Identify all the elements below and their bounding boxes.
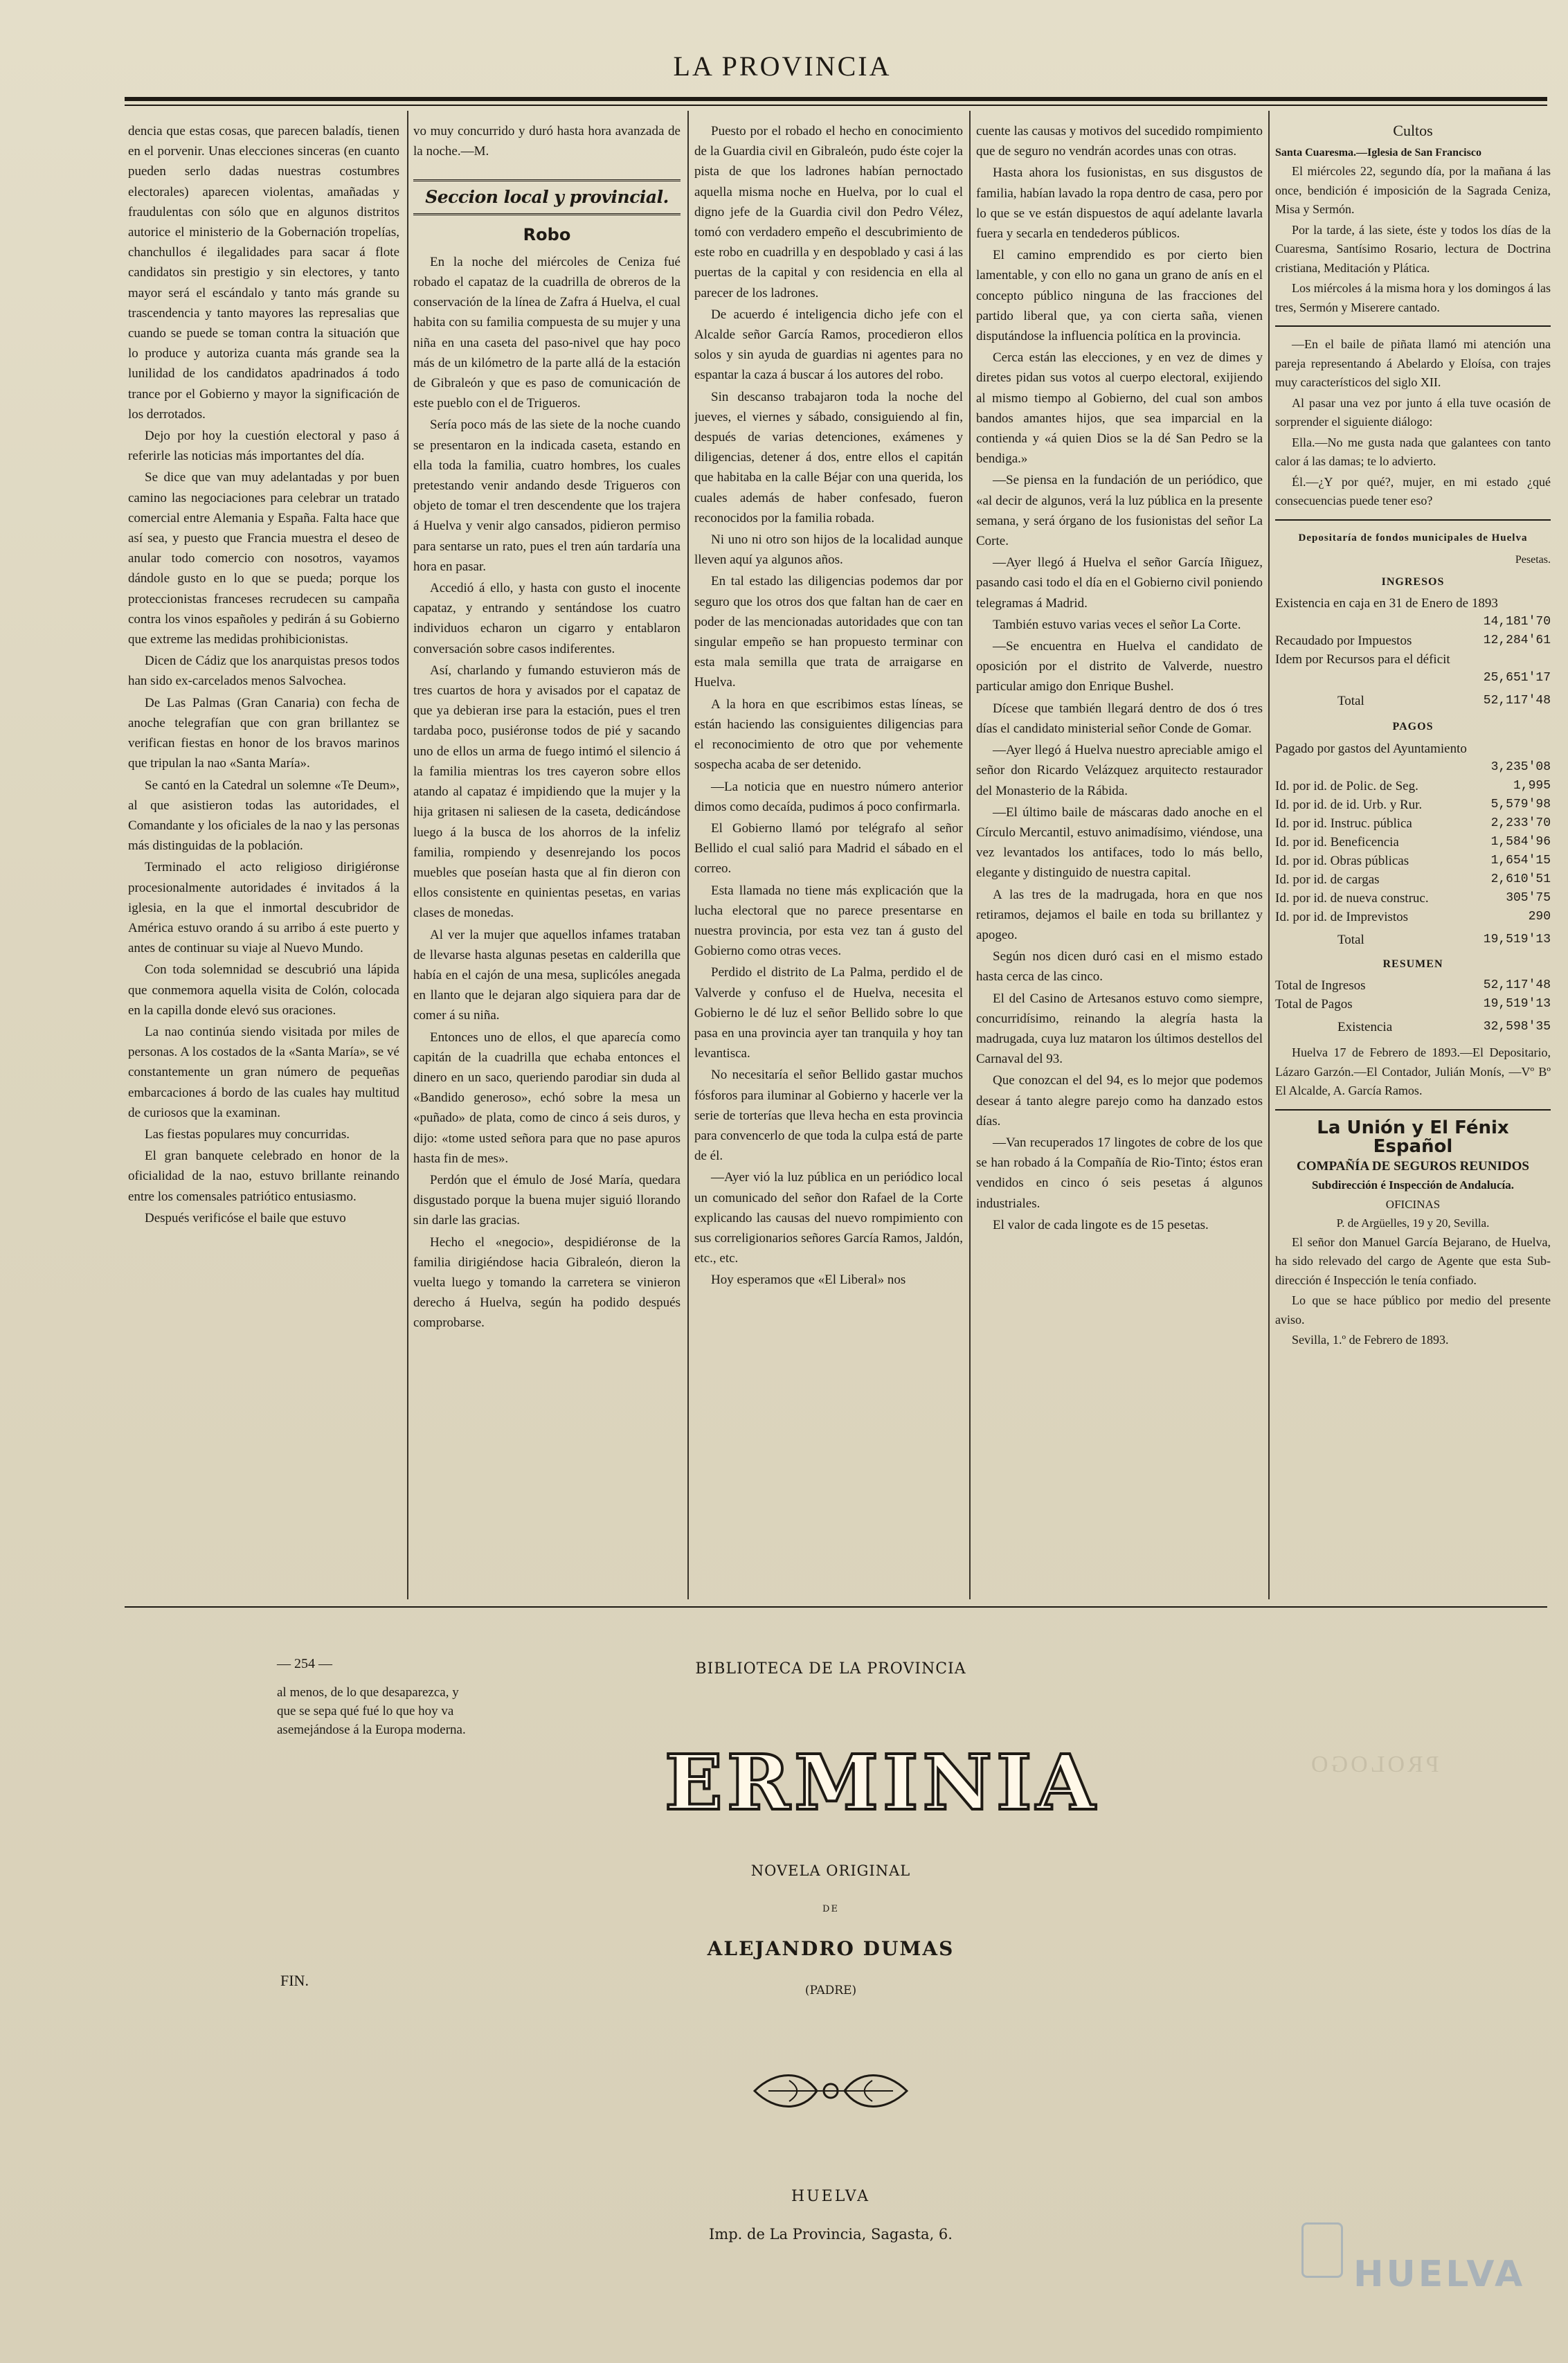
depositaria-heading: Depositaría de fondos municipales de Huelva <box>1298 532 1528 543</box>
ad-title: La Unión y El Fénix Español <box>1317 1117 1509 1157</box>
printer-line: Imp. de La Provincia, Sagasta, 6. <box>709 2226 953 2243</box>
table-row <box>1275 870 1551 889</box>
paragraph: vo muy concurrido y duró hasta hora avanzada de la noche.—M. <box>413 124 681 159</box>
paragraph: Sevilla, 1.º de Febrero de 1893. <box>1292 1333 1449 1347</box>
paragraph: La nao continúa siendo visitada por miles de personas. A los costados de la «Santa María», se vé constantemente un gran número de pequeñas embarcaciones á bordo de las cuales hay multitud de curiosos que la examinan. <box>128 1024 399 1120</box>
table-row <box>1275 976 1551 995</box>
row-label: Recaudado por Impuestos <box>1275 634 1412 648</box>
table-row <box>1275 650 1551 669</box>
column-divider <box>969 111 971 1599</box>
cultos-heading: Cultos <box>1393 122 1433 139</box>
pagos-heading: PAGOS <box>1392 721 1434 733</box>
table-row <box>1275 758 1551 777</box>
row-value: 1,584'96 <box>1490 834 1551 849</box>
total-row <box>1275 692 1551 710</box>
paragraph: Ni uno ni otro son hijos de la localidad aunque lleven aquí ya algunos años. <box>694 532 963 568</box>
row-value: 290 <box>1528 909 1551 924</box>
paragraph: Lo que se hace público por medio del presente aviso. <box>1275 1293 1551 1327</box>
signature-block: Huelva 17 de Febrero de 1893.—El Depositario, Lázaro Garzón.—El Contador, Julián Monís, —Vº Bº El Alcalde, A. García Ramos. <box>1275 1045 1551 1097</box>
column-4 <box>976 121 1263 1596</box>
bleed-through-text: PROLOGO <box>1308 1752 1439 1777</box>
paragraph: —Ayer llegó á Huelva nuestro apreciable amigo el señor don Ricardo Velázquez arquitecto restaurador del Monasterio de la Rábida. <box>976 743 1263 798</box>
table-row <box>1275 852 1551 870</box>
ad-offices-label: OFICINAS <box>1385 1197 1441 1211</box>
table-row <box>1275 814 1551 833</box>
row-value: 1,995 <box>1513 778 1551 793</box>
paragraph: Al pasar una vez por junto á ella tuve ocasión de sorprender el siguiente diálogo: <box>1275 395 1551 429</box>
table-row <box>1275 796 1551 814</box>
page-number: — 254 — <box>277 1656 332 1671</box>
row-label: Id. por id. Obras públicas <box>1275 853 1409 868</box>
row-value: 3,235'08 <box>1490 760 1551 774</box>
paragraph: El camino emprendido es por cierto bien lamentable, y con ello no gana un grano de anís en el concepto público ninguna de las fracciones del partido liberal que, ya con cierta saña, vienen disputándose la influencia política en la provincia. <box>976 248 1263 344</box>
serial-page-fragment <box>277 1655 471 1739</box>
paragraph: Según nos dicen duró casi en el mismo estado hasta cerca de las cinco. <box>976 949 1263 985</box>
paragraph: —El último baile de máscaras dado anoche en el Círculo Mercantil, estuvo animadísimo, viéndose, una vez levantados los antifaces, todo lo más bello, elegante y distinguido de nuestra capital. <box>976 805 1263 881</box>
paragraph: Así, charlando y fumando estuvieron más de tres cuartos de hora y avisados por el capataz de que ya debieran irse para la estación, pues el tren tardaba poco, pusiéronse todos de pié y sacando uno de ellos un arma de fuego intimó el silencio á la familia mientras los tres cayeron sobre ellos atando al capataz é impidiendo que la mujer y la hija gritasen ni saliesen de la caseta, dedicándose luego á la busca de los ahorros de la infeliz familia, rompiendo y desenrejando los pocos muebles que poseían hasta que al fin dieron con ellos consistente en quinientas pesetas, en varias clases de monedas. <box>413 663 681 921</box>
paragraph: —Se piensa en la fundación de un periódico, que «al decir de algunos, verá la luz pública en la presente semana, y será órgano de los fusionistas del señor La Corte. <box>976 473 1263 549</box>
paragraph: A las tres de la madrugada, hora en que nos retiramos, dejamos el baile en toda su brillantez y apogeo. <box>976 887 1263 942</box>
paragraph: En la noche del miércoles de Ceniza fué robado el capataz de la cuadrilla de obreros de la conservación de la línea de Zafra á Huelva, el cual habita con su familia compuesta de su mujer y una niña en una caseta del paso-nivel que hay poco más de un kilómetro de la parte allá de la estación de Gibraleón y que es paso de comunicación de este pueblo con el de Trigueros. <box>413 254 681 411</box>
table-row <box>1275 833 1551 852</box>
city-label: HUELVA <box>791 2188 871 2205</box>
row-label: Total de Pagos <box>1275 997 1353 1012</box>
table-row <box>1275 995 1551 1014</box>
row-value: 25,651'17 <box>1483 671 1551 685</box>
paragraph: De Las Palmas (Gran Canaria) con fecha de anoche telegrafían que con gran brillantez se verifican fiestas en honor de los bravos marinos que tripulan la nao «Santa María». <box>128 695 399 771</box>
archive-seal-icon <box>1301 2222 1343 2278</box>
row-value: 14,181'70 <box>1483 615 1551 629</box>
paragraph: Accedió á ello, y hasta con gusto el inocente capataz, y entrando y sentándose los cuatro individuos echaron un cigarro y entablaron conversación sobre casos indiferentes. <box>413 581 681 656</box>
paragraph: Él.—¿Y por qué?, mujer, en mi estado ¿qué consecuencias puede tener eso? <box>1275 474 1551 507</box>
paragraph: dencia que estas cosas, que parecen baladís, tienen en el porvenir. Unas elecciones sinceras (en cuanto pueden serlo dadas nuestras costumbres electorales) aparecen violentas, amañadas y fraudulentas con sólo que en algunos distritos autorice el ministerio de la Gobernación tropelías, chanchullos é ilegalidades para sacar á flote candidatos sin prestigio y sin electores, y tanto mayor será el escándalo y tanto más grande su trascendencia y tanto mayores las represalias que cuando se puede se toman contra la situación que lo produce y autoriza cuanta más grande sea la lunilidad de los candidatos apadrinados á todo trance por el Gobierno y mayor la significación de los derrotados. <box>128 124 399 422</box>
row-label: Id. por id. de id. Urb. y Rur. <box>1275 797 1423 812</box>
table-row <box>1275 908 1551 926</box>
bottom-rule <box>125 1606 1547 1608</box>
paragraph: Hecho el «negocio», despidiéronse de la familia dirigiéndose hacia Gibraleón, dieron la vuelta luego y tomando la carretera se vinieron derecho á Huelva, según ha podido después comprobarse. <box>413 1234 681 1331</box>
paragraph: Hasta ahora los fusionistas, en sus disgustos de familia, habían lavado la ropa dentro de casa, pero por lo que se ve están dispuestos de aquí adelante lavarla fuera y secarla en tendederos públicos. <box>976 165 1263 242</box>
row-label: Total de Ingresos <box>1275 978 1366 993</box>
row-label: Id. por id. de Imprevistos <box>1275 909 1409 924</box>
paragraph: Perdido el distrito de La Palma, perdido el de Valverde y confuso el de Huelva, necesita el Gobierno le dé luz el señor Bellido sobre lo que pasa en una provincia ayer tan tranquila y hoy tan levantisca. <box>694 965 963 1061</box>
paragraph: En tal estado las diligencias podemos dar por seguro que los otros dos que faltan han de caer en poder de las mencionadas autoridades que con tan singular empeño se han propuesto terminar con esta mala semilla que trata de arraigarse en Huelva. <box>694 574 963 690</box>
paragraph: Se cantó en la Catedral un solemne «Te Deum», al que asistieron todas las autoridades, el Comandante y los oficiales de la nao y las personas más distinguidas de la población. <box>128 778 399 854</box>
table-row <box>1275 889 1551 908</box>
paragraph: —Ayer vió la luz pública en un periódico local un comunicado del señor don Rafael de la Corte explicando las causas del nuevo rompimiento con sus correligionarios señores García Ramos, Jaldón, etc., etc. <box>694 1170 963 1266</box>
paragraph: Puesto por el robado el hecho en conocimiento de la Guardia civil en Gibraleón, pudo éste cojer la pista de que los ladrones habían pernoctado aquella misma noche en Huelva, por lo cual el digno jefe de la Guardia civil don Pedro Vélez, tomó con verdadero empeño el descubrimiento de este robo en cuadrilla y en despoblado y casi á las puertas de la capital y con residencia en ella al parecer de los ladrones. <box>694 124 963 300</box>
row-label: Id. por id. de nueva construc. <box>1275 890 1429 906</box>
ad-address: P. de Argüelles, 19 y 20, Sevilla. <box>1336 1216 1490 1230</box>
row-label: Idem por Recursos para el déficit <box>1275 652 1450 667</box>
column-divider <box>1268 111 1270 1599</box>
paragraph: —Ayer llegó á Huelva el señor García Iñiguez, pasando casi todo el día en el Gobierno civil poniendo telegramas á Madrid. <box>976 555 1263 611</box>
row-value: 32,598'35 <box>1483 1020 1551 1034</box>
author-suffix: (PADRE) <box>804 1984 857 1997</box>
column-2 <box>413 121 681 1596</box>
divider <box>1275 1109 1551 1111</box>
masthead-rule-thick <box>125 97 1547 101</box>
novel-title: ERMINIA <box>665 1738 1099 1827</box>
row-label: Total <box>1337 932 1364 947</box>
row-label: Id. por id. Beneficencia <box>1275 834 1399 850</box>
paragraph: —Se encuentra en Huelva el candidato de oposición por el distrito de Valverde, nuestro particular amigo don Enrique Bushel. <box>976 639 1263 694</box>
row-value: 19,519'13 <box>1483 932 1551 946</box>
table-row <box>1275 613 1551 631</box>
paragraph: Cerca están las elecciones, y en vez de dimes y diretes pidan sus votos al cuerpo electoral, exijiendo al mismo tiempo al Gobierno, del cual son ambos bandos amantes hijos, que sea imparcial en la contienda y «á quien Dios se la dé San Pedro se la bendiga.» <box>976 350 1263 467</box>
paragraph: —Van recuperados 17 lingotes de cobre de los que se han robado á la Compañía de Rio-Tinto; éstos eran vendidos en cinco ó seis pesetas á algunos industriales. <box>976 1135 1263 1211</box>
paragraph: No necesitaría el señor Bellido gastar muchos fósforos para iluminar al Gobierno y hacerle ver la serie de torterías que lleva hecha en esta provincia para convencerlo de que toda la culpa está de parte de él. <box>694 1068 963 1164</box>
paragraph: De acuerdo é inteligencia dicho jefe con el Alcalde señor García Ramos, procedieron ellos solos y sin ayuda de guardias ni agentes para no espantar la caza á buscar á los autores del robo. <box>694 307 963 383</box>
row-value: 12,284'61 <box>1483 634 1551 647</box>
paragraph: Después verificóse el baile que estuvo <box>145 1210 346 1225</box>
ornament-icon <box>748 2067 914 2115</box>
pagos-table <box>1275 739 1551 949</box>
table-row <box>1275 739 1551 758</box>
pesetas-label: Pesetas. <box>1515 554 1551 566</box>
table-row <box>1275 631 1551 650</box>
paragraph: El señor don Manuel García Bejarano, de Huelva, ha sido relevado del cargo de Agente que esta Sub-dirección é Inspección le tenía confiado. <box>1275 1234 1551 1287</box>
row-value: 1,654'15 <box>1490 853 1551 868</box>
row-label: Id. por id. de cargas <box>1275 872 1380 887</box>
paragraph: Dicen de Cádiz que los anarquistas presos todos han sido ex-carcelados menos Salvochea. <box>128 654 399 689</box>
column-5 <box>1275 121 1551 1596</box>
library-heading: BIBLIOTECA DE LA PROVINCIA <box>695 1660 966 1678</box>
paragraph: El gran banquete celebrado en honor de la oficialidad de la nao, estuvo brillante reinando entre los comensales patriótico entusiasmo. <box>128 1149 399 1204</box>
paragraph: Las fiestas populares muy concurridas. <box>145 1126 350 1142</box>
paragraph: Perdón que el émulo de José María, quedara disgustado porque la buena mujer siguió llorando sin darle las gracias. <box>413 1172 681 1228</box>
archive-watermark: HUELVA <box>1353 2254 1526 2295</box>
column-divider <box>687 111 689 1599</box>
masthead-rule-thin <box>125 105 1547 106</box>
paragraph: Hoy esperamos que «El Liberal» nos <box>711 1273 906 1288</box>
paragraph: El miércoles 22, segundo día, por la mañana á las once, bendición é imposición de la Sagrada Ceniza, Misa y Sermón. <box>1275 164 1551 216</box>
article-title: Robo <box>523 224 571 244</box>
cultos-lead: Santa Cuaresma.—Iglesia de San Francisco <box>1275 146 1481 159</box>
paragraph: A la hora en que escribimos estas líneas, se están haciendo las consiguientes diligencias para el reconocimiento de otro que por vehemente sospecha acaba de ser detenido. <box>694 697 963 773</box>
paragraph: —En el baile de piñata llamó mi atención una pareja representando á Abelardo y Eloísa, con trajes muy característicos del siglo XII. <box>1275 337 1551 389</box>
author-name: ALEJANDRO DUMAS <box>707 1937 955 1960</box>
total-row <box>1275 931 1551 949</box>
row-value: 52,117'48 <box>1483 978 1551 992</box>
ad-subtitle: COMPAÑÍA DE SEGUROS REUNIDOS <box>1297 1158 1529 1174</box>
fin-label: FIN. <box>280 1972 309 1989</box>
column-3 <box>694 121 963 1596</box>
row-label: Id. por id. de Polic. de Seg. <box>1275 778 1418 793</box>
paragraph: Dícese que también llegará dentro de dos ó tres días el candidato ministerial señor Conde de Gomar. <box>976 701 1263 736</box>
table-row <box>1275 594 1551 613</box>
row-label: Pagado por gastos del Ayuntamiento <box>1275 741 1467 756</box>
resumen-table <box>1275 976 1551 1036</box>
total-row <box>1275 1018 1551 1036</box>
ingresos-table <box>1275 594 1551 710</box>
paragraph: El valor de cada lingote es de 15 pesetas. <box>993 1217 1209 1232</box>
row-value: 19,519'13 <box>1483 997 1551 1011</box>
by-label: DE <box>822 1904 839 1914</box>
ad-subtitle: Subdirección é Inspección de Andalucía. <box>1311 1178 1515 1192</box>
paragraph: Ella.—No me gusta nada que galantees con tanto calor á las damas; te lo advierto. <box>1275 435 1551 468</box>
paragraph: Con toda solemnidad se descubrió una lápida que conmemora aquella visita de Colón, colocada en la capilla donde elevó sus oraciones. <box>128 962 399 1018</box>
paragraph: Esta llamada no tiene más explicación que la lucha electoral que no parece presentarse en nuestra provincia, por esta vez tan á gusto del Gobierno como otras veces. <box>694 883 963 959</box>
row-value: 305'75 <box>1506 890 1551 905</box>
row-label: Id. por id. Instruc. pública <box>1275 816 1412 831</box>
table-row <box>1275 669 1551 688</box>
section-heading: Seccion local y provincial. <box>413 179 681 215</box>
paragraph: cuente las causas y motivos del sucedido rompimiento que de seguro no vendrán acordes unas con otras. <box>976 124 1263 159</box>
divider <box>1275 325 1551 327</box>
novel-subtitle: NOVELA ORIGINAL <box>750 1862 911 1879</box>
column-divider <box>407 111 408 1599</box>
masthead: LA PROVINCIA <box>673 51 892 82</box>
paragraph: Dejo por hoy la cuestión electoral y paso á referirle las noticias más importantes del día. <box>128 429 399 464</box>
paragraph: Los miércoles á la misma hora y los domingos á las tres, Sermón y Miserere cantado. <box>1275 281 1551 314</box>
paragraph: Terminado el acto religioso dirigiéronse procesionalmente autoridades é invitados á la iglesia, en la que el inmortal descubridor de América estuvo orando á su arribo á este puerto y antes de continuar su viaje al Nuevo Mundo. <box>128 860 399 956</box>
row-label: Existencia en caja en 31 de Enero de 1893 <box>1275 596 1498 611</box>
row-label: Existencia <box>1337 1020 1393 1034</box>
row-value: 2,233'70 <box>1490 816 1551 830</box>
paragraph: El del Casino de Artesanos estuvo como siempre, concurridísimo, reinando la alegría hasta la madrugada, cuya luz mataron los últimos destellos del Carnaval del 93. <box>976 991 1263 1067</box>
row-value: 52,117'48 <box>1483 694 1551 708</box>
paragraph: —La noticia que en nuestro número anterior dimos como decaída, pudimos á poco confirmarla. <box>694 779 963 814</box>
paragraph: Sería poco más de las siete de la noche cuando se presentaron en la indicada caseta, estando en ella toda la familia, cuatro hombres, los cuales pretestando venir andando desde Trigueros con objeto de tomar el tren descendente que los trajera á Huelva y venir algo cansados, pidieron permiso para sentarse un rato, pues el tren aún tardaría una hora en pasar. <box>413 417 681 574</box>
row-label: Total <box>1337 694 1364 708</box>
paragraph: Al ver la mujer que aquellos infames trataban de llevarse hasta algunas pesetas en calderilla que había en el cajón de una mesa, suplicóles anegada en llanto que le dejaran algo siquiera para dar de comer á su niña. <box>413 927 681 1023</box>
paragraph: al menos, de lo que desaparezca, y que se sepa qué fué lo que hoy va asemejándose á la Europa moderna. <box>277 1685 466 1737</box>
paragraph: También estuvo varias veces el señor La Corte. <box>993 617 1241 632</box>
ingresos-heading: INGRESOS <box>1381 575 1445 588</box>
paragraph: El Gobierno llamó por telégrafo al señor Bellido el cual salió para Madrid el sábado en el correo. <box>694 820 963 877</box>
resumen-heading: RESUMEN <box>1382 958 1443 970</box>
paragraph: Sin descanso trabajaron toda la noche del jueves, el viernes y sábado, consiguiendo al fin, después de varias detenciones, exámenes y diligencias, detener á dos, entre ellos el capitán que habitaba en la calle Béjar con una querida, los cuales además de haber confesado, fueron reconocidos por la familia robada. <box>694 389 963 525</box>
divider <box>1275 519 1551 521</box>
row-value: 5,579'98 <box>1490 797 1551 811</box>
row-value: 2,610'51 <box>1490 872 1551 886</box>
paragraph: Entonces uno de ellos, el que aparecía como capitán de la cuadrilla que echaba entonces el dinero en un saco, queriendo parodiar sin duda al «Bandido generoso», echó sobre la mesa un «puñado» de plata, como de cinco á seis duros, y dijo: «tome usted señora para que no pase apuros hasta fin de mes». <box>413 1030 681 1166</box>
column-1 <box>128 121 399 1596</box>
paragraph: Por la tarde, á las siete, éste y todos los días de la Cuaresma, Santísimo Rosario, lectura de Doctrina cristiana, Meditación y Plática. <box>1275 222 1551 275</box>
paragraph: Que conozcan el del 94, es lo mejor que podemos desear á tanto alegre parejo como ha danzado estos días. <box>976 1073 1263 1129</box>
table-row <box>1275 777 1551 796</box>
paragraph: Se dice que van muy adelantadas y por buen camino las negociaciones para celebrar un tratado comercial entre Alemania y España. Falta hace que así sea, y puesto que Francia muestra el deseo de anular todo comercio con nosotros, vayamos dándole gusto en lo que se pueda; porque los proteccionistas franceses recrudecen su campaña contra los vinos españoles y pedirán á su Gobierno que extreme las medidas prohibicionistas. <box>128 470 399 647</box>
